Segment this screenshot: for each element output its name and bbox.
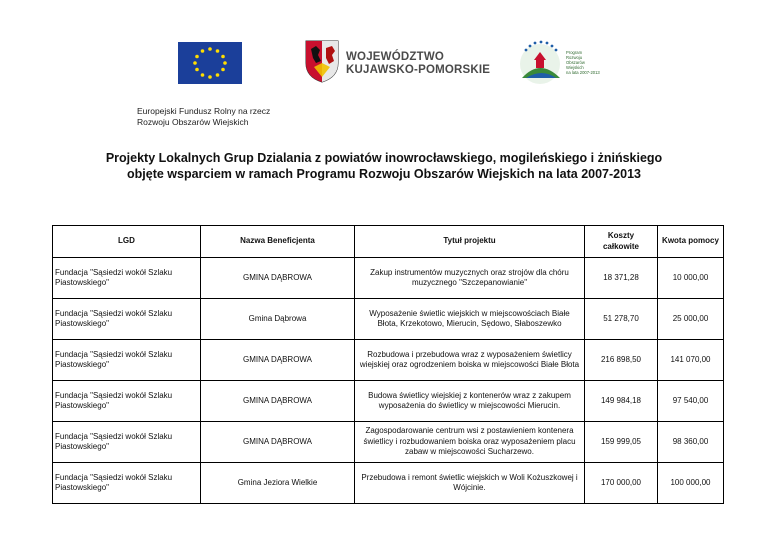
cell-title: Zagospodarowanie centrum wsi z postawieniem kontenera świetlicy i rozbudowaniem boiska oraz wyposażeniem placu zabaw w miejscowości Sucharzewo. [355, 422, 585, 463]
cell-aid-amount: 98 360,00 [658, 422, 724, 463]
cell-lgd: Fundacja "Sąsiedzi wokół Szlaku Piastowskiego" [53, 381, 201, 422]
table-header-row [53, 226, 724, 258]
cell-lgd: Fundacja "Sąsiedzi wokół Szlaku Piastowskiego" [53, 299, 201, 340]
page-title [0, 150, 768, 182]
prow-line-5: na lata 2007-2013 [566, 70, 600, 75]
prow-line-1: Program [566, 50, 583, 55]
cell-total-cost: 159 999,05 [585, 422, 658, 463]
cell-beneficiary: GMINA DĄBROWA [201, 258, 355, 299]
cell-total-cost: 18 371,28 [585, 258, 658, 299]
fund-line-2: Rozwoju Obszarów Wiejskich [137, 117, 249, 127]
cell-beneficiary: GMINA DĄBROWA [201, 340, 355, 381]
region-name [346, 51, 490, 77]
cell-title: Przebudowa i remont świetlic wiejskich w Woli Kożuszkowej i Wójcinie. [355, 463, 585, 504]
cell-title: Wyposażenie świetlic wiejskich w miejscowościach Białe Błota, Krzekotowo, Mierucin, Sędowo, Słaboszewko [355, 299, 585, 340]
cell-beneficiary: Gmina Jeziora Wielkie [201, 463, 355, 504]
header-beneficiary: Nazwa Beneficjenta [201, 226, 355, 258]
title-line-1: Projekty Lokalnych Grup Dzialania z powiatów inowrocławskiego, mogileńskiego i żnińskiego [105, 151, 663, 165]
cell-aid-amount: 100 000,00 [658, 463, 724, 504]
cell-total-cost: 51 278,70 [585, 299, 658, 340]
table-row [53, 340, 724, 381]
cell-beneficiary: GMINA DĄBROWA [201, 422, 355, 463]
cell-title: Rozbudowa i przebudowa wraz z wyposażeniem świetlicy wiejskiej oraz ogrodzeniem boiska w miejscowości Białe Błota [355, 340, 585, 381]
projects-table [52, 225, 724, 504]
title-line-2: objęte wsparciem w ramach Programu Rozwoju Obszarów Wiejskich na lata 2007-2013 [127, 167, 641, 181]
header-title: Tytuł projektu [355, 226, 585, 258]
cell-beneficiary: Gmina Dąbrowa [201, 299, 355, 340]
table-row [53, 258, 724, 299]
cell-aid-amount: 141 070,00 [658, 340, 724, 381]
cell-total-cost: 170 000,00 [585, 463, 658, 504]
cell-title: Zakup instrumentów muzycznych oraz strojów dla chóru muzycznego "Szczepanowianie" [355, 258, 585, 299]
cell-beneficiary: GMINA DĄBROWA [201, 381, 355, 422]
table-row [53, 463, 724, 504]
cell-lgd: Fundacja "Sąsiedzi wokół Szlaku Piastowskiego" [53, 422, 201, 463]
header-total-cost: Koszty całkowite [585, 226, 658, 258]
fund-caption [137, 106, 270, 128]
fund-line-1: Europejski Fundusz Rolny na rzecz [137, 106, 271, 116]
cell-total-cost: 216 898,50 [585, 340, 658, 381]
prow-line-2: Rozwoju [566, 55, 583, 60]
header-aid-amount: Kwota pomocy [658, 226, 724, 258]
cell-aid-amount: 10 000,00 [658, 258, 724, 299]
table-row [53, 381, 724, 422]
cell-lgd: Fundacja "Sąsiedzi wokół Szlaku Piastowskiego" [53, 340, 201, 381]
table-row [53, 422, 724, 463]
header-lgd: LGD [53, 226, 201, 258]
cell-lgd: Fundacja "Sąsiedzi wokół Szlaku Piastowskiego" [53, 463, 201, 504]
prow-line-3: Obszarów [566, 60, 585, 65]
cell-aid-amount: 25 000,00 [658, 299, 724, 340]
cell-aid-amount: 97 540,00 [658, 381, 724, 422]
kujawsko-pomorskie-coat-of-arms-icon [304, 39, 340, 83]
cell-lgd: Fundacja "Sąsiedzi wokół Szlaku Piastowskiego" [53, 258, 201, 299]
cell-total-cost: 149 984,18 [585, 381, 658, 422]
eu-flag-icon [178, 42, 242, 84]
region-line-1: WOJEWÓDZTWO [346, 51, 445, 63]
cell-title: Budowa świetlicy wiejskiej z kontenerów wraz z zakupem wyposażenia do świetlicy w miejscowości Mierucin. [355, 381, 585, 422]
prow-line-4: Wiejskich [566, 65, 584, 70]
table-row [53, 299, 724, 340]
region-line-2: KUJAWSKO-POMORSKIE [346, 64, 491, 76]
logo-strip [0, 38, 768, 94]
prow-name [566, 50, 600, 75]
